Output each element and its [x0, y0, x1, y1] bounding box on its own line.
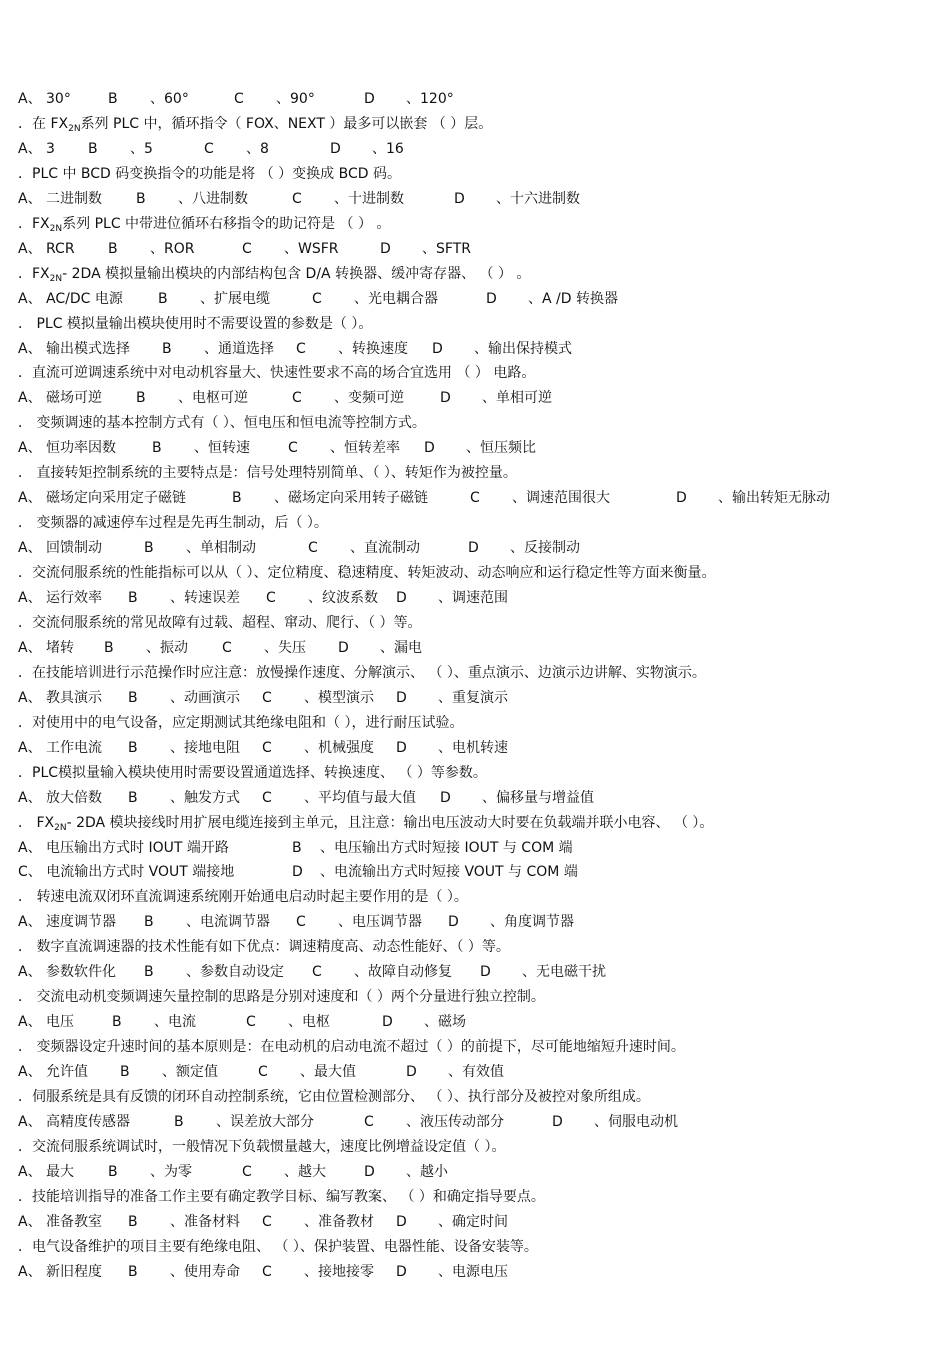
option-letter: C: [222, 639, 232, 656]
question-line: [0, 113, 950, 135]
option-letter: D: [396, 1263, 407, 1280]
question-text: [18, 313, 372, 335]
option-text: 、60°: [150, 91, 189, 107]
option-text: 、准备教材: [304, 1213, 374, 1230]
option-text: 、5: [130, 140, 153, 157]
question-text-part: ．伺服系统是具有反馈的闭环自动控制系统，它由位置检测部分、 （ ）、执行部分及被控对象所组成。: [18, 1089, 650, 1105]
question-text: [18, 936, 510, 958]
question-line: [0, 412, 950, 434]
option-letter: B: [120, 1064, 130, 1081]
option-letter: B: [128, 1263, 138, 1280]
option-letter: C: [292, 390, 302, 407]
question-line: [0, 462, 950, 484]
option-text: A、 允许值: [18, 1064, 89, 1081]
option-text: 、触发方式: [170, 789, 240, 806]
question-text-part: ． 变频器设定升速时间的基本原则是：在电动机的启动电流不超过（ ）的前提下，尽可能地缩短升速时间。: [18, 1039, 685, 1056]
subscript-text: 2N: [49, 223, 63, 234]
option-text: 、振动: [146, 639, 188, 656]
options-line: [0, 537, 950, 559]
option-text: 、十六进制数: [496, 190, 580, 207]
question-text-part: ．FX: [18, 265, 50, 282]
question-text-part: ． 变频调速的基本控制方式有（ ）、恒电压和恒电流等控制方式。: [18, 415, 426, 432]
options-line: [0, 861, 950, 883]
question-text-part: ．PLC模拟量输入模块使用时需要设置通道选择、转换速度、 （ ）等参数。: [18, 764, 487, 781]
option-text: 、失压: [264, 639, 306, 656]
question-text-part: ． 直接转矩控制系统的主要特点是：信号处理特别简单、（ ）、转矩作为被控量。: [18, 465, 517, 482]
question-text-part: - 2DA 模块接线时用扩展电缆连接到主单元，且注意：输出电压波动大时要在负载端并联小电容、 （ ）。: [66, 814, 714, 831]
option-text: 、为零: [150, 1163, 192, 1180]
option-text: 、电压调节器: [338, 914, 422, 931]
option-text: 、磁场定向采用转子磁链: [274, 490, 428, 507]
option-text: 、模型演示: [304, 689, 374, 706]
question-text-part: ．交流伺服系统的常见故障有过载、超程、窜动、爬行、（ ）等。: [18, 614, 422, 631]
option-text: 、准备材料: [170, 1213, 240, 1230]
option-text: 、A /D 转换器: [528, 290, 618, 307]
option-text: 、调速范围: [438, 590, 508, 606]
option-text: 、扩展电缆: [200, 290, 270, 307]
question-text: [18, 462, 517, 484]
option-text: 、额定值: [162, 1064, 218, 1081]
question-text: [18, 263, 530, 290]
option-text: 、磁场: [424, 1014, 466, 1031]
option-letter: D: [486, 290, 497, 307]
question-text: [18, 662, 706, 684]
option-text: A、 准备教室: [18, 1213, 103, 1230]
question-text-part: 系列 PLC 中带进位循环右移指令的助记符是 （ ） 。: [62, 215, 391, 232]
option-text: 、重复演示: [438, 689, 508, 706]
question-text-part: 系列 PLC 中，循环指令（ FOX、NEXT ）最多可以嵌套 （ ）层。: [80, 115, 493, 132]
option-letter: C: [470, 490, 480, 507]
option-letter: D: [424, 440, 435, 457]
option-letter: C: [204, 140, 214, 157]
option-letter: C: [242, 240, 252, 257]
question-text: [18, 762, 487, 784]
question-line: [0, 936, 950, 958]
question-text: [18, 562, 715, 584]
option-letter: D: [380, 240, 391, 257]
option-text: 、平均值与最大值: [304, 789, 416, 806]
option-letter: B: [158, 290, 168, 307]
question-line: [0, 886, 950, 908]
question-text-part: ． FX: [18, 814, 55, 831]
option-text: 、越小: [406, 1163, 448, 1180]
option-text: 、调速范围很大: [512, 490, 610, 507]
option-text: 、电枢: [288, 1014, 330, 1031]
option-letter: D: [364, 91, 375, 107]
question-line: [0, 662, 950, 684]
option-letter: B: [128, 1213, 138, 1230]
question-text-part: ．对使用中的电气设备，应定期测试其绝缘电阻和（ ），进行耐压试验。: [18, 714, 464, 731]
question-line: [0, 313, 950, 335]
question-text-part: ． 变频器的减速停车过程是先再生制动，后（ ）。: [18, 515, 328, 532]
option-letter: B: [108, 91, 118, 107]
options-line: [0, 787, 950, 809]
option-letter: D: [396, 689, 407, 706]
option-text: A、 最大: [18, 1163, 75, 1180]
option-text: 、ROR: [150, 240, 195, 257]
option-text: A、 RCR: [18, 240, 75, 257]
option-letter: C: [312, 290, 322, 307]
option-text: 、90°: [276, 91, 315, 107]
question-line: [0, 1036, 950, 1058]
option-text: 、电机转速: [438, 739, 508, 756]
option-text: A、 参数软件化: [18, 964, 117, 981]
question-line: [0, 712, 950, 734]
question-text: [18, 213, 390, 240]
question-text: [18, 1036, 685, 1058]
option-text: 、接地接零: [304, 1263, 374, 1280]
option-letter: D: [406, 1064, 417, 1081]
option-text: 、通道选择: [204, 340, 274, 357]
option-letter: C: [308, 540, 318, 557]
option-text: A、 输出模式选择: [18, 340, 131, 357]
question-line: [0, 163, 950, 185]
option-letter: D: [364, 1163, 375, 1180]
option-text: 、参数自动设定: [186, 964, 284, 981]
options-line: [0, 487, 950, 509]
option-letter: C: [242, 1163, 252, 1180]
option-text: 、反接制动: [510, 540, 580, 557]
question-text: [18, 712, 463, 734]
option-text: 、输出转矩无脉动: [718, 490, 830, 507]
option-text: 、液压传动部分: [406, 1113, 504, 1130]
subscript-text: 2N: [49, 273, 63, 284]
option-text: 、恒压频比: [466, 440, 536, 457]
options-line: [0, 238, 950, 260]
question-text-part: ． 交流电动机变频调速矢量控制的思路是分别对速度和（ ）两个分量进行独立控制。: [18, 989, 545, 1006]
option-text: 、误差放大部分: [216, 1113, 314, 1130]
option-letter: B: [152, 440, 162, 457]
options-line: [0, 911, 950, 933]
question-text: [18, 886, 468, 908]
option-letter: C: [246, 1014, 256, 1031]
options-line: [0, 637, 950, 659]
option-text: 、16: [372, 140, 404, 157]
option-letter: C: [258, 1064, 268, 1081]
option-text: C、 电流输出方式时 VOUT 端接地: [18, 864, 235, 881]
option-text: 、输出保持模式: [474, 340, 572, 357]
option-letter: B: [128, 789, 138, 806]
option-text: 、确定时间: [438, 1213, 508, 1230]
option-text: A、 回馈制动: [18, 540, 103, 557]
option-text: 、偏移量与增益值: [482, 789, 594, 806]
option-letter: B: [136, 390, 146, 407]
question-line: [0, 1136, 950, 1158]
option-text: 、最大值: [300, 1064, 356, 1081]
option-text: 、直流制动: [350, 540, 420, 557]
option-letter: D: [292, 864, 303, 881]
option-text: 、8: [246, 140, 269, 157]
option-letter: B: [144, 914, 154, 931]
option-text: A、 30°: [18, 91, 71, 107]
question-text-part: ．PLC 中 BCD 码变换指令的功能是将 （ ）变换成 BCD 码。: [18, 165, 401, 182]
question-text-part: ．在 FX: [18, 115, 69, 132]
option-letter: C: [292, 190, 302, 207]
option-letter: B: [128, 689, 138, 706]
option-letter: B: [108, 240, 118, 257]
question-text-part: ． 数字直流调速器的技术性能有如下优点：调速精度高、动态性能好、（ ）等。: [18, 939, 510, 956]
option-text: A、 电压输出方式时 IOUT 端开路: [18, 839, 229, 856]
options-line: [0, 288, 950, 310]
option-letter: B: [144, 540, 154, 557]
option-text: 、纹波系数: [308, 590, 378, 606]
option-letter: C: [262, 1263, 272, 1280]
question-text: [18, 1186, 545, 1208]
question-line: [0, 812, 950, 834]
question-text-part: ． 转速电流双闭环直流调速系统刚开始通电启动时起主要作用的是（ ）。: [18, 889, 468, 906]
options-line: [0, 387, 950, 409]
options-line: [0, 1211, 950, 1233]
option-letter: C: [262, 689, 272, 706]
option-letter: D: [396, 1213, 407, 1230]
question-text-part: ．交流伺服系统的性能指标可以从（ ）、定位精度、稳速精度、转矩波动、动态响应和运行稳定性等方面来衡量。: [18, 565, 716, 582]
option-letter: D: [440, 390, 451, 407]
option-letter: B: [144, 964, 154, 981]
question-line: [0, 263, 950, 285]
option-letter: D: [552, 1113, 563, 1130]
option-letter: B: [112, 1014, 122, 1031]
question-text: [18, 612, 421, 634]
option-letter: D: [480, 964, 491, 981]
question-text: [18, 1136, 505, 1158]
option-letter: B: [292, 839, 302, 856]
options-line: [0, 1011, 950, 1033]
option-text: 、单相制动: [186, 540, 256, 557]
question-text-part: ．直流可逆调速系统中对电动机容量大、快速性要求不高的场合宜选用 （ ） 电路。: [18, 365, 536, 382]
option-text: 、接地电阻: [170, 739, 240, 756]
option-letter: C: [266, 590, 276, 606]
question-text-part: ．FX: [18, 215, 50, 232]
option-text: 、电枢可逆: [178, 390, 248, 407]
subscript-text: 2N: [54, 822, 67, 833]
option-text: 、转速误差: [170, 590, 240, 606]
option-letter: B: [136, 190, 146, 207]
question-text: [18, 113, 492, 140]
option-text: 、变频可逆: [334, 390, 404, 407]
options-line: [0, 587, 950, 609]
option-text: 、恒转速: [194, 440, 250, 457]
option-letter: C: [288, 440, 298, 457]
option-text: A、 高精度传感器: [18, 1113, 131, 1130]
option-text: 、有效值: [448, 1064, 504, 1081]
option-letter: D: [396, 739, 407, 756]
question-text-part: ．交流伺服系统调试时，一般情况下负载惯量越大，速度比例增益设定值（ ）。: [18, 1138, 506, 1155]
option-letter: D: [468, 540, 479, 557]
option-text: A、 速度调节器: [18, 914, 117, 931]
question-text-part: ．在技能培训进行示范操作时应注意：放慢操作速度、分解演示、 （ ）、重点演示、边演示边讲解、实物演示。: [18, 664, 706, 681]
options-line: [0, 961, 950, 983]
question-line: [0, 213, 950, 235]
option-letter: C: [262, 1213, 272, 1230]
option-letter: D: [338, 639, 349, 656]
option-letter: B: [174, 1113, 184, 1130]
option-text: A、 运行效率: [18, 590, 103, 606]
options-line: [0, 437, 950, 459]
option-text: A、 教具演示: [18, 689, 103, 706]
option-text: 、角度调节器: [490, 914, 574, 931]
options-line: [0, 138, 950, 160]
option-text: 、光电耦合器: [354, 290, 438, 307]
option-letter: B: [232, 490, 242, 507]
option-letter: C: [312, 964, 322, 981]
options-line: [0, 1061, 950, 1083]
option-text: 、电流: [154, 1014, 196, 1031]
option-text: 、恒转差率: [330, 440, 400, 457]
option-letter: C: [364, 1113, 374, 1130]
option-letter: B: [128, 739, 138, 756]
options-line: [0, 1161, 950, 1183]
option-text: 、WSFR: [284, 240, 339, 257]
option-letter: B: [108, 1163, 118, 1180]
options-line: [0, 1261, 950, 1283]
option-text: 、无电磁干扰: [522, 964, 606, 981]
question-text: [18, 512, 328, 534]
option-letter: D: [396, 590, 407, 606]
option-text: 、SFTR: [422, 240, 471, 257]
question-text-part: ．电气设备维护的项目主要有绝缘电阻、 （ ）、保护装置、电器性能、设备安装等。: [18, 1238, 538, 1255]
option-text: 、八进制数: [178, 190, 248, 207]
option-text: 、电源电压: [438, 1263, 508, 1280]
option-letter: D: [676, 490, 687, 507]
question-line: [0, 986, 950, 1008]
question-text-part: ．技能培训指导的准备工作主要有确定教学目标、编写教案、 （ ）和确定指导要点。: [18, 1188, 545, 1205]
question-line: [0, 562, 950, 584]
question-text: [18, 163, 401, 185]
question-text: [18, 1236, 538, 1258]
option-text: 、动画演示: [170, 689, 240, 706]
option-letter: D: [382, 1014, 393, 1031]
option-text: 、故障自动修复: [354, 964, 452, 981]
option-text: 、120°: [406, 91, 454, 107]
options-line: [0, 837, 950, 859]
question-line: [0, 1086, 950, 1108]
option-letter: B: [104, 639, 114, 656]
option-text: A、 磁场可逆: [18, 390, 103, 407]
option-text: A、 二进制数: [18, 190, 103, 207]
option-letter: B: [88, 140, 98, 157]
subscript-text: 2N: [68, 123, 81, 134]
option-text: 、电流调节器: [186, 914, 270, 931]
question-line: [0, 512, 950, 534]
option-text: 、电压输出方式时短接 IOUT 与 COM 端: [320, 839, 573, 856]
option-text: A、 AC/DC 电源: [18, 290, 123, 307]
option-letter: D: [454, 190, 465, 207]
question-line: [0, 762, 950, 784]
option-text: A、 堵转: [18, 639, 75, 656]
question-text: [18, 412, 426, 434]
question-line: [0, 1186, 950, 1208]
option-letter: C: [262, 739, 272, 756]
option-text: A、 新旧程度: [18, 1263, 103, 1280]
question-line: [0, 1236, 950, 1258]
question-text-part: - 2DA 模拟量输出模块的内部结构包含 D/A 转换器、缓冲寄存器、 （ ） 。: [62, 265, 531, 282]
option-text: 、伺服电动机: [594, 1113, 678, 1130]
option-text: A、 恒功率因数: [18, 440, 117, 457]
option-text: A、 工作电流: [18, 739, 103, 756]
option-letter: C: [296, 914, 306, 931]
question-text-part: ． PLC 模拟量输出模块使用时不需要设置的参数是（ ）。: [18, 315, 373, 332]
option-letter: D: [330, 140, 341, 157]
option-text: A、 放大倍数: [18, 789, 103, 806]
question-text: [18, 812, 713, 839]
option-text: 、越大: [284, 1163, 326, 1180]
option-letter: B: [162, 340, 172, 357]
option-text: 、转换速度: [338, 340, 408, 357]
question-line: [0, 362, 950, 384]
option-letter: D: [440, 789, 451, 806]
options-line: [0, 338, 950, 360]
option-text: 、使用寿命: [170, 1263, 240, 1280]
option-letter: B: [128, 590, 138, 606]
option-letter: C: [296, 340, 306, 357]
option-text: 、十进制数: [334, 190, 404, 207]
option-text: 、漏电: [380, 639, 422, 656]
question-text: [18, 362, 535, 384]
options-line: [0, 687, 950, 709]
option-letter: C: [262, 789, 272, 806]
options-line: [0, 737, 950, 759]
option-text: A、 3: [18, 140, 55, 157]
option-letter: D: [448, 914, 459, 931]
options-line: [0, 188, 950, 210]
option-text: A、 磁场定向采用定子磁链: [18, 490, 187, 507]
question-text: [18, 986, 545, 1008]
option-text: 、单相可逆: [482, 390, 552, 407]
options-line: [0, 1111, 950, 1133]
option-letter: C: [234, 91, 244, 107]
option-text: A、 电压: [18, 1014, 75, 1031]
question-text: [18, 1086, 650, 1108]
option-text: 、机械强度: [304, 739, 374, 756]
option-text: 、电流输出方式时短接 VOUT 与 COM 端: [320, 864, 578, 881]
option-letter: D: [432, 340, 443, 357]
question-line: [0, 612, 950, 634]
options-line: [0, 88, 950, 110]
